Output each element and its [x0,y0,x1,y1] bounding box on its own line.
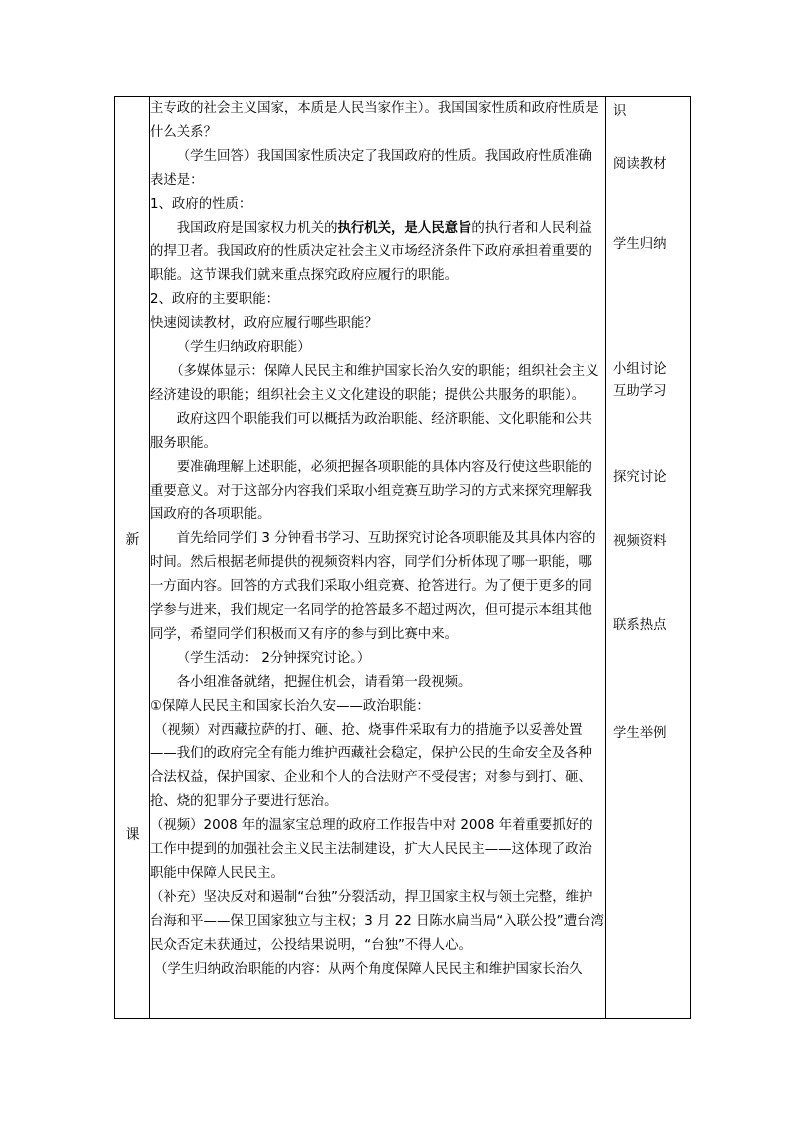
paragraph: （视频）2008 年的温家宝总理的政府工作报告中对 2008 年着重要抓好的工作中提到的加强社会主义民主法制建设，扩大人民民主——这体现了政治职能中保障人民民主。 [150,818,593,881]
paragraph: 要准确理解上述职能，必须把握各项职能的具体内容及行使这些职能的重要意义。对于这部分内容我们采取小组竞赛互助学习的方式来探究理解我国政府的各项职能。 [150,459,592,523]
paragraph [150,217,605,289]
paragraph: （学生回答）我国国家性质决定了我国政府的性质。我国政府性质准确表述是： [150,148,592,188]
section-label-bottom: 课 [125,827,140,843]
paragraph: （学生归纳政治职能的内容：从两个角度保障人民民主和维护国家长治久 [154,961,583,977]
text-span: 的执行者和人民利益的捍卫者。我国政府的性质决定社会主义市场经济条件下政府承担着重要的职能。这节课我们就来重点探究政府应履行的职能。 [150,220,592,284]
note-item: 识 [613,104,627,119]
note-item: 小组讨论 [613,362,667,377]
paragraph: 首先给同学们 3 分钟看书学习、互助探究讨论各项职能及其具体内容的时间。然后根据老师提供的视频资料内容，同学们分析体现了哪一职能，哪一方面内容。回答的方式我们采取小组竞赛、抢答进行。为了便于更多的同学参与进来，我们规定一名同学的抢答最多不超过两次，但可提示本组其他同学，希望同学们积极而又有序的参与到比赛中来。 [150,531,596,642]
note-item: 探究讨论 [613,470,667,485]
note-item: 阅读教材 [613,157,667,172]
paragraph: 各小组准备就绪，把握住机会，请看第一段视频。 [176,674,472,690]
lesson-content-cell [150,97,606,1019]
paragraph: （学生归纳政府职能） [176,340,311,356]
note-item: 学生举例 [613,726,667,741]
paragraph: 政府这四个职能我们可以概括为政治职能、经济职能、文化职能和公共服务职能。 [150,411,592,451]
lesson-table-wrapper [114,96,689,1018]
note-item: 学生归纳 [613,237,667,252]
text-span: 我国政府是国家权力机关的 [176,220,338,236]
note-item: 联系热点 [613,618,667,633]
paragraph: （视频）对西藏拉萨的打、砸、抢、烧事件采取有力的措施予以妥善处置——我们的政府完全有能力维护西藏社会稳定，保护公民的生命安全及各种合法权益，保护国家、企业和个人的合法财产不受侵害；对参与到打、砸、抢、烧的犯罪分子要进行惩治。 [150,722,592,810]
note-item: 视频资料 [613,534,667,549]
section-heading: 1、政府的性质： [150,196,253,212]
note-item: 互助学习 [613,384,667,399]
bold-term: 人民意旨 [417,220,472,236]
activity-notes-cell [606,97,691,1019]
paragraph: 主专政的社会主义国家，本质是人民当家作主）。我国国家性质和政府性质是什么关系？ [150,101,599,140]
paragraph: （补充）坚决反对和遏制“台独”分裂活动，捍卫国家主权与领土完整，维护台海和平——保卫国家独立与主权；3 月 22 日陈水扁当局“入联公投”遭台湾民众否定未获通过，公投结果说明，“台独”不得人心。 [150,889,604,953]
bold-term: 执行机关 [337,220,392,236]
section-label-top: 新 [125,532,140,548]
paragraph: （多媒体显示：保障人民民主和维护国家长治久安的职能；组织社会主义经济建设的职能；组织社会主义文化建设的职能；提供公共服务的职能）。 [150,363,599,403]
bold-term: ，是 [391,220,418,236]
paragraph: 快速阅读教材，政府应履行哪些职能？ [150,316,378,332]
paragraph: ①保障人民民主和国家长治久安——政治职能： [150,698,430,714]
paragraph: （学生活动： 2分钟探究讨论。） [176,650,371,666]
section-label-cell [115,97,150,1019]
lesson-plan-table [114,96,691,1019]
section-heading: 2、政府的主要职能： [150,292,280,308]
